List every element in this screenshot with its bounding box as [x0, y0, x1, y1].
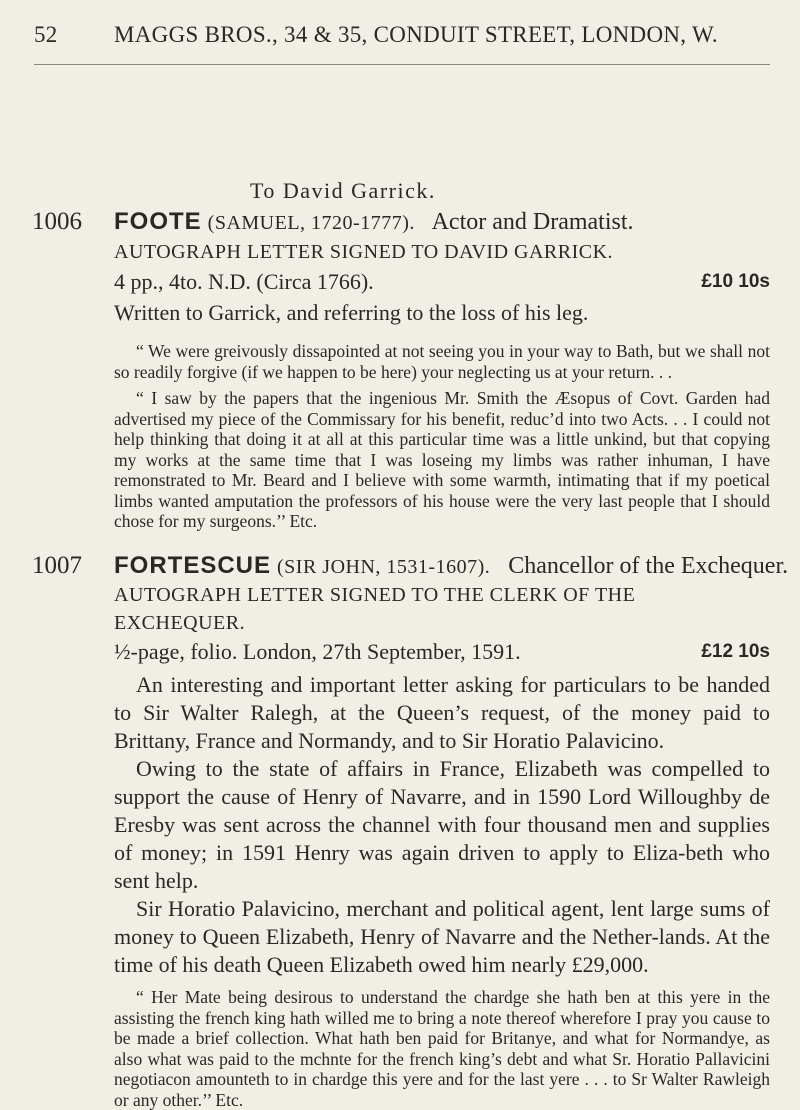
running-header — [34, 22, 770, 65]
lot-description-row — [114, 267, 770, 297]
lot-dates: (SIR JOHN, 1531-1607). — [277, 556, 491, 578]
lot-number: 1006 — [32, 208, 82, 235]
lot-body — [114, 208, 770, 532]
lot-paragraph: Sir Horatio Palavicino, merchant and political agent, lent large sums of money to Queen Elizabeth, Henry of Navarre and the Nether-lands. At the time of his death Queen Elizabeth owed him nearly £29,000. — [114, 896, 770, 977]
lot-role: Chancellor of the Exchequer. — [508, 553, 789, 579]
lot-quote: “ We were greivously dissapointed at not seeing you in your way to Bath, but we shall not so readily forgive (if we happen to be here) your neglecting us at your return. . . — [114, 341, 770, 382]
lot-paragraph: An interesting and important letter asking for particulars to be handed to Sir Walter Ralegh, at the Queen’s request, of the money paid to Brittany, France and Normandy, and to Sir Horatio Palavicino. — [114, 672, 770, 753]
lot-title: AUTOGRAPH LETTER SIGNED TO THE CLERK OF THE EXCHEQUER. — [114, 584, 636, 634]
lot-heading — [114, 208, 770, 237]
lot-number: 1007 — [32, 552, 82, 579]
lot-heading — [114, 552, 789, 581]
lot-quote: “ I saw by the papers that the ingenious Mr. Smith the Æsopus of Covt. Garden had advertised my piece of the Commissary for his benefit, reduc’d into two Acts. . . I could not help thinking that doing it at all at this particular time was a little unkind, but that copying my works at the same time that I was loseing my limbs was rather inhuman, I have remonstrated to Mr. Beard and I believe with some warmth, intimating that if my poetical limbs wanted amputation the professors of his house were the very last people that I should chose for my surgeons.’’ Etc. — [114, 388, 770, 531]
lot-description-row — [114, 637, 770, 667]
lot-description: 4 pp., 4to. N.D. (Circa 1766). — [114, 269, 374, 294]
lot-note: Written to Garrick, and referring to the loss of his leg. — [114, 300, 589, 325]
lot-price: £10 10s — [701, 271, 770, 292]
lot-name: FORTESCUE — [114, 552, 272, 579]
lot-quote: “ Her Mate being desirous to understand the chardge she hath ben at this yere in the assisting the french king hath willed me to bring a note thereof wherefore I pray you cause to be made a brief collection. What hath ben paid for Britanye, and what for Normandye, as also what was paid to the mchnte for the french king’s debt and what Sr. Horatio Pallavicini negotiacon amounteth to in chardge this yere and for the last yere . . . to Sr Walter Rawleigh or any other.’’ Etc. — [114, 987, 770, 1110]
lot-paragraph: Owing to the state of affairs in France, Elizabeth was compelled to support the cause of Henry of Navarre, and in 1590 Lord Willoughby de Eresby was sent across the channel with four thousand men and supplies of money; in 1591 Henry was again driven to apply to Eliza-beth who sent help. — [114, 756, 770, 893]
lot-price: £12 10s — [701, 641, 770, 662]
lot-description: ½-page, folio. London, 27th September, 1591. — [114, 639, 521, 664]
lot-dates: (SAMUEL, 1720-1777). — [207, 212, 415, 234]
lot-name: FOOTE — [114, 208, 202, 235]
lot-role: Actor and Dramatist. — [431, 209, 634, 235]
running-head: MAGGS BROS., 34 & 35, CONDUIT STREET, LONDON, W. — [114, 22, 718, 47]
section-title: To David Garrick. — [250, 178, 436, 203]
page-number: 52 — [34, 22, 58, 47]
lot-body — [114, 552, 789, 1110]
lot-title: AUTOGRAPH LETTER SIGNED TO DAVID GARRICK. — [114, 241, 614, 263]
